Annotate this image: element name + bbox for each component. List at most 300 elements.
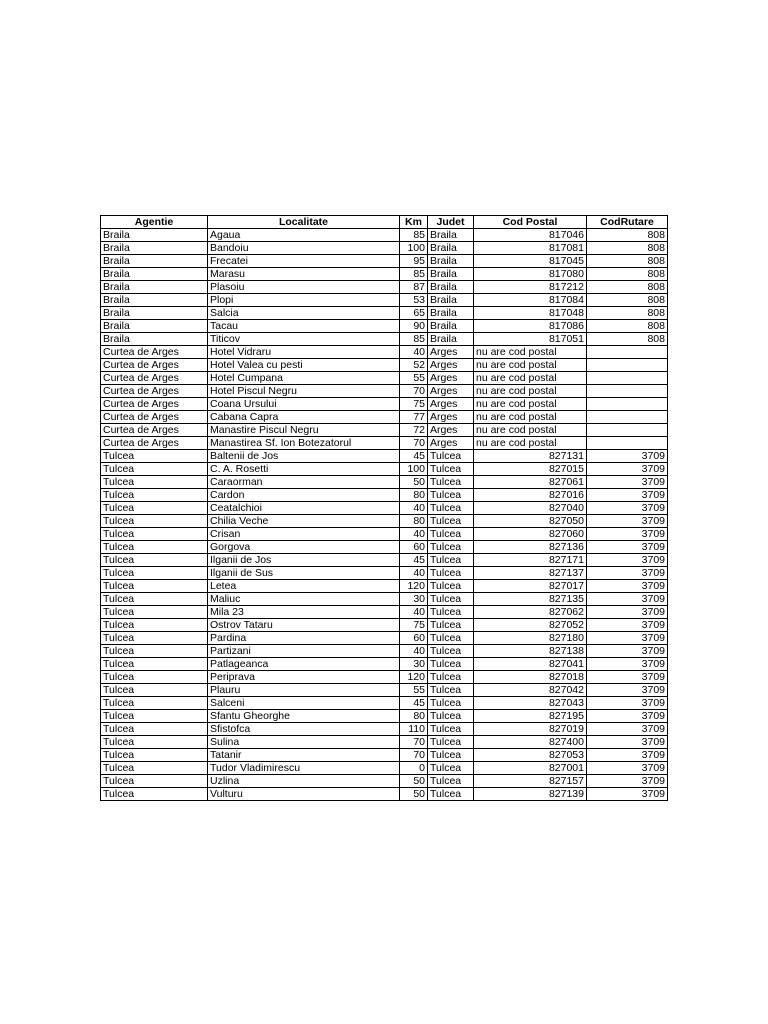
cod-rutare-cell: 808 [587,255,668,268]
cod-postal-cell: 817086 [474,320,587,333]
cod-postal-cell: nu are cod postal [474,372,587,385]
table-row [101,515,668,528]
cod-rutare-cell: 3709 [587,515,668,528]
agentie-cell: Curtea de Arges [101,346,208,359]
table-row [101,541,668,554]
postal-codes-table [100,215,668,801]
localitate-cell: Ilganii de Sus [208,567,400,580]
judet-cell: Tulcea [428,541,474,554]
table-row [101,424,668,437]
table-row [101,255,668,268]
cod-postal-cell: nu are cod postal [474,411,587,424]
localitate-cell: Plopi [208,294,400,307]
judet-cell: Tulcea [428,606,474,619]
km-cell: 120 [400,671,428,684]
table-row [101,528,668,541]
cod-rutare-cell [587,372,668,385]
column-header-judet: Judet [428,216,474,229]
cod-rutare-cell: 3709 [587,749,668,762]
cod-postal-cell: 827400 [474,736,587,749]
localitate-cell: Titicov [208,333,400,346]
localitate-cell: Plasoiu [208,281,400,294]
km-cell: 45 [400,450,428,463]
cod-postal-cell: 827015 [474,463,587,476]
localitate-cell: Crisan [208,528,400,541]
judet-cell: Braila [428,320,474,333]
cod-rutare-cell: 3709 [587,463,668,476]
localitate-cell: Hotel Valea cu pesti [208,359,400,372]
km-cell: 70 [400,437,428,450]
table-row [101,671,668,684]
cod-postal-cell: 827016 [474,489,587,502]
km-cell: 45 [400,697,428,710]
agentie-cell: Curtea de Arges [101,437,208,450]
cod-rutare-cell: 808 [587,307,668,320]
judet-cell: Tulcea [428,489,474,502]
table-row [101,502,668,515]
km-cell: 40 [400,502,428,515]
table-row [101,398,668,411]
cod-postal-cell: nu are cod postal [474,398,587,411]
table-row [101,723,668,736]
cod-rutare-cell: 3709 [587,710,668,723]
cod-postal-cell: 817080 [474,268,587,281]
cod-rutare-cell: 3709 [587,645,668,658]
km-cell: 120 [400,580,428,593]
km-cell: 85 [400,229,428,242]
column-header-km: Km [400,216,428,229]
agentie-cell: Tulcea [101,645,208,658]
localitate-cell: Letea [208,580,400,593]
km-cell: 90 [400,320,428,333]
cod-rutare-cell: 3709 [587,541,668,554]
table-row [101,437,668,450]
cod-rutare-cell: 3709 [587,671,668,684]
judet-cell: Tulcea [428,645,474,658]
table-row [101,684,668,697]
cod-rutare-cell: 3709 [587,476,668,489]
cod-rutare-cell [587,398,668,411]
localitate-cell: Pardina [208,632,400,645]
column-header-cod-postal: Cod Postal [474,216,587,229]
agentie-cell: Tulcea [101,489,208,502]
judet-cell: Tulcea [428,671,474,684]
judet-cell: Arges [428,359,474,372]
table-row [101,242,668,255]
cod-postal-cell: nu are cod postal [474,359,587,372]
judet-cell: Arges [428,385,474,398]
judet-cell: Tulcea [428,528,474,541]
table-row [101,372,668,385]
agentie-cell: Tulcea [101,749,208,762]
cod-postal-cell: 827040 [474,502,587,515]
localitate-cell: Ostrov Tataru [208,619,400,632]
table-row [101,736,668,749]
localitate-cell: Cabana Capra [208,411,400,424]
localitate-cell: Manastire Piscul Negru [208,424,400,437]
judet-cell: Braila [428,268,474,281]
cod-rutare-cell: 3709 [587,658,668,671]
cod-rutare-cell: 3709 [587,450,668,463]
cod-rutare-cell: 808 [587,268,668,281]
cod-rutare-cell [587,359,668,372]
judet-cell: Braila [428,255,474,268]
judet-cell: Tulcea [428,476,474,489]
localitate-cell: Hotel Piscul Negru [208,385,400,398]
table-row [101,606,668,619]
agentie-cell: Tulcea [101,736,208,749]
km-cell: 30 [400,593,428,606]
km-cell: 55 [400,684,428,697]
agentie-cell: Tulcea [101,788,208,801]
agentie-cell: Curtea de Arges [101,372,208,385]
table-row [101,346,668,359]
km-cell: 100 [400,242,428,255]
cod-rutare-cell: 3709 [587,684,668,697]
cod-postal-cell: nu are cod postal [474,385,587,398]
table-row [101,463,668,476]
cod-rutare-cell: 3709 [587,528,668,541]
cod-postal-cell: 827139 [474,788,587,801]
km-cell: 60 [400,541,428,554]
judet-cell: Tulcea [428,658,474,671]
localitate-cell: Coana Ursului [208,398,400,411]
table-row [101,333,668,346]
km-cell: 60 [400,632,428,645]
table-body [101,229,668,801]
cod-rutare-cell: 808 [587,229,668,242]
cod-rutare-cell [587,437,668,450]
cod-postal-cell: 827157 [474,775,587,788]
column-header-cod-rutare: CodRutare [587,216,668,229]
localitate-cell: Partizani [208,645,400,658]
judet-cell: Tulcea [428,723,474,736]
table-row [101,749,668,762]
agentie-cell: Braila [101,333,208,346]
localitate-cell: Hotel Cumpana [208,372,400,385]
agentie-cell: Braila [101,320,208,333]
cod-postal-cell: nu are cod postal [474,346,587,359]
cod-postal-cell: 827171 [474,554,587,567]
cod-postal-cell: 827137 [474,567,587,580]
km-cell: 87 [400,281,428,294]
table-row [101,788,668,801]
localitate-cell: Vulturu [208,788,400,801]
cod-postal-cell: 817084 [474,294,587,307]
cod-postal-cell: 827060 [474,528,587,541]
judet-cell: Tulcea [428,450,474,463]
cod-postal-cell: 817048 [474,307,587,320]
agentie-cell: Tulcea [101,632,208,645]
judet-cell: Braila [428,294,474,307]
agentie-cell: Tulcea [101,710,208,723]
localitate-cell: Agaua [208,229,400,242]
localitate-cell: Sfistofca [208,723,400,736]
cod-postal-cell: 817051 [474,333,587,346]
cod-rutare-cell [587,346,668,359]
cod-rutare-cell: 3709 [587,593,668,606]
km-cell: 75 [400,398,428,411]
km-cell: 95 [400,255,428,268]
cod-rutare-cell: 3709 [587,736,668,749]
judet-cell: Braila [428,229,474,242]
agentie-cell: Braila [101,229,208,242]
km-cell: 53 [400,294,428,307]
km-cell: 52 [400,359,428,372]
table-row [101,593,668,606]
cod-rutare-cell: 808 [587,320,668,333]
table-row [101,710,668,723]
cod-rutare-cell: 3709 [587,775,668,788]
km-cell: 40 [400,645,428,658]
localitate-cell: Tacau [208,320,400,333]
cod-postal-cell: 827195 [474,710,587,723]
agentie-cell: Tulcea [101,515,208,528]
table-row [101,359,668,372]
agentie-cell: Curtea de Arges [101,385,208,398]
column-header-localitate: Localitate [208,216,400,229]
cod-postal-cell: 827043 [474,697,587,710]
table-header [101,216,668,229]
judet-cell: Arges [428,424,474,437]
km-cell: 70 [400,385,428,398]
table-row [101,645,668,658]
km-cell: 72 [400,424,428,437]
cod-rutare-cell: 3709 [587,697,668,710]
km-cell: 50 [400,775,428,788]
agentie-cell: Braila [101,255,208,268]
agentie-cell: Tulcea [101,762,208,775]
km-cell: 80 [400,489,428,502]
judet-cell: Tulcea [428,749,474,762]
cod-postal-cell: 827042 [474,684,587,697]
cod-postal-cell: 827062 [474,606,587,619]
agentie-cell: Tulcea [101,619,208,632]
table-row [101,281,668,294]
km-cell: 50 [400,788,428,801]
header-row [101,216,668,229]
km-cell: 77 [400,411,428,424]
localitate-cell: Salceni [208,697,400,710]
agentie-cell: Tulcea [101,450,208,463]
judet-cell: Braila [428,333,474,346]
cod-postal-cell: 817212 [474,281,587,294]
cod-postal-cell: 827061 [474,476,587,489]
table-row [101,580,668,593]
localitate-cell: Ilganii de Jos [208,554,400,567]
cod-rutare-cell: 3709 [587,502,668,515]
agentie-cell: Curtea de Arges [101,359,208,372]
localitate-cell: Hotel Vidraru [208,346,400,359]
localitate-cell: Ceatalchioi [208,502,400,515]
localitate-cell: Frecatei [208,255,400,268]
column-header-agentie: Agentie [101,216,208,229]
cod-postal-cell: nu are cod postal [474,437,587,450]
localitate-cell: Baltenii de Jos [208,450,400,463]
judet-cell: Tulcea [428,684,474,697]
km-cell: 110 [400,723,428,736]
judet-cell: Tulcea [428,762,474,775]
cod-postal-cell: 827019 [474,723,587,736]
localitate-cell: Sfantu Gheorghe [208,710,400,723]
cod-postal-cell: 827041 [474,658,587,671]
localitate-cell: Tudor Vladimirescu [208,762,400,775]
km-cell: 45 [400,554,428,567]
km-cell: 30 [400,658,428,671]
cod-postal-cell: 827018 [474,671,587,684]
table-row [101,619,668,632]
judet-cell: Braila [428,281,474,294]
agentie-cell: Tulcea [101,671,208,684]
cod-rutare-cell: 3709 [587,554,668,567]
cod-rutare-cell: 3709 [587,606,668,619]
table-row [101,658,668,671]
agentie-cell: Tulcea [101,606,208,619]
km-cell: 40 [400,346,428,359]
cod-postal-cell: 827136 [474,541,587,554]
judet-cell: Tulcea [428,554,474,567]
judet-cell: Arges [428,372,474,385]
agentie-cell: Tulcea [101,528,208,541]
agentie-cell: Tulcea [101,684,208,697]
localitate-cell: Periprava [208,671,400,684]
cod-rutare-cell: 808 [587,281,668,294]
agentie-cell: Tulcea [101,567,208,580]
cod-postal-cell: 827138 [474,645,587,658]
cod-rutare-cell: 3709 [587,788,668,801]
judet-cell: Braila [428,242,474,255]
judet-cell: Tulcea [428,697,474,710]
agentie-cell: Curtea de Arges [101,424,208,437]
km-cell: 85 [400,268,428,281]
cod-rutare-cell: 3709 [587,632,668,645]
cod-postal-cell: nu are cod postal [474,424,587,437]
table-row [101,307,668,320]
table-row [101,294,668,307]
cod-rutare-cell [587,385,668,398]
cod-postal-cell: 827053 [474,749,587,762]
km-cell: 70 [400,736,428,749]
judet-cell: Arges [428,411,474,424]
judet-cell: Tulcea [428,619,474,632]
cod-rutare-cell [587,424,668,437]
cod-rutare-cell [587,411,668,424]
km-cell: 55 [400,372,428,385]
agentie-cell: Tulcea [101,697,208,710]
km-cell: 40 [400,567,428,580]
table-row [101,320,668,333]
table-row [101,775,668,788]
km-cell: 50 [400,476,428,489]
judet-cell: Tulcea [428,567,474,580]
agentie-cell: Tulcea [101,476,208,489]
cod-postal-cell: 817045 [474,255,587,268]
agentie-cell: Tulcea [101,658,208,671]
judet-cell: Tulcea [428,710,474,723]
table-row [101,762,668,775]
localitate-cell: Uzlina [208,775,400,788]
agentie-cell: Tulcea [101,723,208,736]
agentie-cell: Braila [101,307,208,320]
agentie-cell: Curtea de Arges [101,411,208,424]
localitate-cell: Sulina [208,736,400,749]
km-cell: 40 [400,606,428,619]
table-row [101,411,668,424]
cod-rutare-cell: 3709 [587,489,668,502]
cod-postal-cell: 817081 [474,242,587,255]
km-cell: 0 [400,762,428,775]
table-row [101,489,668,502]
localitate-cell: Patlageanca [208,658,400,671]
agentie-cell: Tulcea [101,541,208,554]
judet-cell: Tulcea [428,463,474,476]
agentie-cell: Braila [101,268,208,281]
agentie-cell: Tulcea [101,593,208,606]
agentie-cell: Tulcea [101,580,208,593]
km-cell: 80 [400,515,428,528]
agentie-cell: Tulcea [101,463,208,476]
km-cell: 65 [400,307,428,320]
cod-postal-cell: 827052 [474,619,587,632]
cod-rutare-cell: 3709 [587,723,668,736]
localitate-cell: Plauru [208,684,400,697]
table-row [101,632,668,645]
cod-rutare-cell: 3709 [587,567,668,580]
agentie-cell: Tulcea [101,554,208,567]
agentie-cell: Braila [101,242,208,255]
cod-rutare-cell: 3709 [587,619,668,632]
table-row [101,229,668,242]
table-row [101,697,668,710]
cod-postal-cell: 827050 [474,515,587,528]
cod-rutare-cell: 3709 [587,580,668,593]
judet-cell: Tulcea [428,775,474,788]
table-row [101,567,668,580]
km-cell: 75 [400,619,428,632]
localitate-cell: Bandoiu [208,242,400,255]
judet-cell: Arges [428,437,474,450]
table-row [101,554,668,567]
km-cell: 40 [400,528,428,541]
km-cell: 100 [400,463,428,476]
cod-postal-cell: 827131 [474,450,587,463]
cod-postal-cell: 827180 [474,632,587,645]
cod-postal-cell: 827001 [474,762,587,775]
judet-cell: Tulcea [428,788,474,801]
localitate-cell: Gorgova [208,541,400,554]
agentie-cell: Tulcea [101,502,208,515]
cod-postal-cell: 827135 [474,593,587,606]
localitate-cell: Caraorman [208,476,400,489]
cod-rutare-cell: 3709 [587,762,668,775]
km-cell: 85 [400,333,428,346]
localitate-cell: Marasu [208,268,400,281]
agentie-cell: Braila [101,281,208,294]
table-row [101,385,668,398]
localitate-cell: C. A. Rosetti [208,463,400,476]
judet-cell: Tulcea [428,736,474,749]
agentie-cell: Tulcea [101,775,208,788]
judet-cell: Braila [428,307,474,320]
judet-cell: Tulcea [428,632,474,645]
localitate-cell: Mila 23 [208,606,400,619]
cod-postal-cell: 827017 [474,580,587,593]
cod-rutare-cell: 808 [587,294,668,307]
judet-cell: Tulcea [428,580,474,593]
localitate-cell: Chilia Veche [208,515,400,528]
localitate-cell: Tatanir [208,749,400,762]
km-cell: 70 [400,749,428,762]
